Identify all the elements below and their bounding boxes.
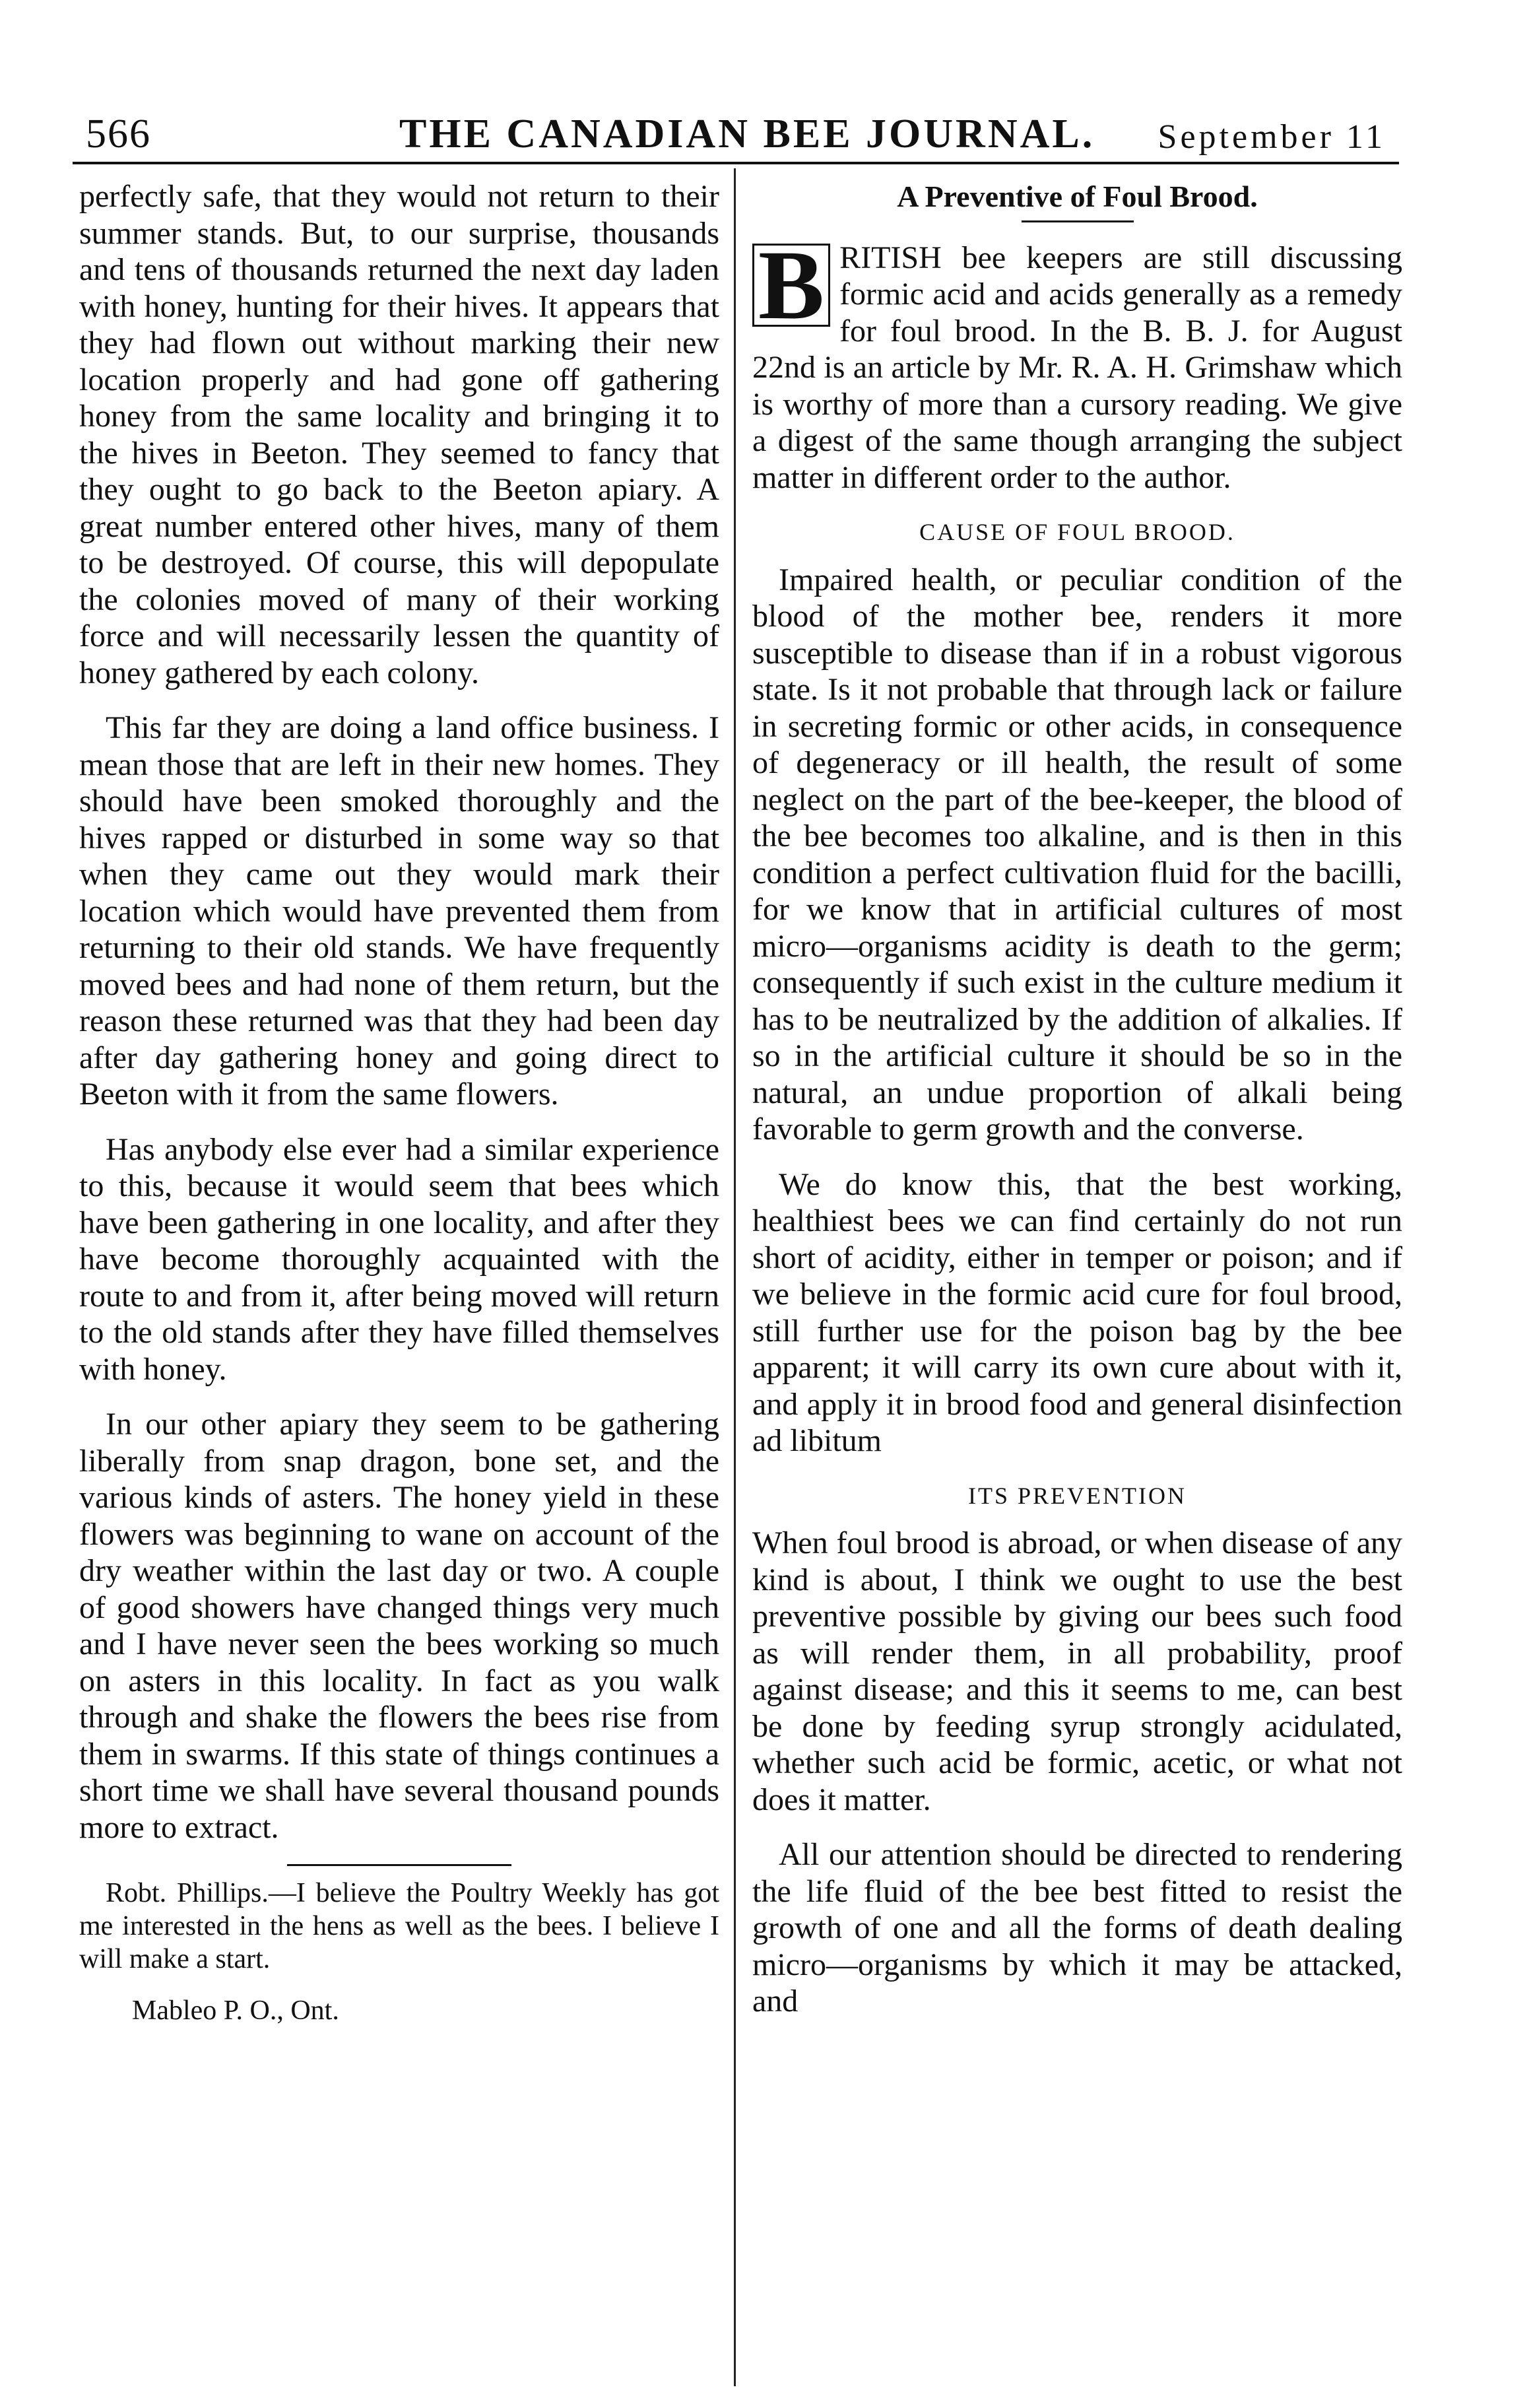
cause-paragraph-2: We do know this, that the best working, healthiest bees we can find certainly do not run short of acidity, either in temper or poison; and if we believe in the formic acid cure for foul brood, still further use for the poison bag by the bee apparent; it will carry its own cure about with it, and apply it in brood food and general disinfection ad libitum xyxy=(752,1166,1402,1458)
cause-paragraph-1: Impaired health, or peculiar condition of the blood of the mother bee, renders it more susceptible to disease than if in a robust vigorous state. Is it not probable that through lack or failure in secreting formic or other acids, in consequence of degeneracy or ill health, the result of some neglect on the part of the bee-keeper, the blood of the bee becomes too alkaline, and is then in this condition a perfect cultivation fluid for the bacilli, for we know that in artificial cultures of most micro—organisms acidity is death to the germ; consequently if such exist in the culture medium it has to be neutralized by the addition of alkalies. If so in the artificial culture it should be so in the natural, an undue proportion of alkali being favorable to germ growth and the converse. xyxy=(752,562,1402,1147)
footnote-divider xyxy=(287,1864,511,1866)
intro-text: RITISH bee keepers are still discussing formic acid and acids generally as a remedy for foul brood. In the B. B. J. for August 22nd is an article by Mr. R. A. H. Grimshaw which is worthy of more than a cursory reading. We give a digest of the same though arranging the subject matter in different order to the author. xyxy=(752,240,1402,495)
footnote-signature: Mableo P. O., Ont. xyxy=(132,1995,339,2026)
right-column xyxy=(752,178,1402,2038)
issue-date: September 11 xyxy=(1158,118,1386,156)
page-number: 566 xyxy=(86,112,151,156)
drop-cap: B xyxy=(752,244,830,327)
prevention-paragraph-2: All our attention should be directed to rendering the life fluid of the bee best fitted to resist the growth of one and all the forms of death dealing micro—organisms by which it may be attacked, and xyxy=(752,1837,1402,2019)
section-heading-cause: CAUSE OF FOUL BROOD. xyxy=(919,519,1235,545)
footnote-text: Robt. Phillips.—I believe the Poultry Weekly has got me interested in the hens as well as the bees. I believe I will make a start. xyxy=(79,1878,719,1974)
footnote xyxy=(79,1877,719,2027)
column-divider xyxy=(734,168,736,2386)
left-paragraph-3: Has anybody else ever had a similar experience to this, because it would seem that bees which have been gathering in one locality, and after they have become thoroughly acquainted with the route to and from it, after being moved will return to the old stands after they have filled themselves with honey. xyxy=(79,1131,719,1387)
section-heading-prevention: ITS PREVENTION xyxy=(968,1482,1187,1509)
prevention-paragraph-1: When foul brood is abroad, or when disease of any kind is about, I think we ought to use the best preventive possible by giving our bees such food as will render them, in all probability, proof against disease; and this it seems to me, can best be done by feeding syrup strongly acidulated, whether such acid be formic, acetic, or what not does it matter. xyxy=(752,1525,1402,1817)
article-title: A Preventive of Foul Brood. xyxy=(897,180,1258,213)
left-paragraph-1: perfectly safe, that they would not return to their summer stands. But, to our surprise, thousands and tens of thousands returned the next day laden with honey, hunting for their hives. It appears that they had flown out without marking their new location properly and had gone off gathering honey from the same locality and bringing it to the hives in Beeton. They seemed to fancy that they ought to go back to the Beeton apiary. A great number entered other hives, many of them to be destroyed. Of course, this will depopulate the colonies moved of many of their working force and will necessarily lessen the quantity of honey gathered by each colony. xyxy=(79,179,719,690)
journal-title: THE CANADIAN BEE JOURNAL. xyxy=(399,112,1095,156)
left-paragraph-4: In our other apiary they seem to be gathering liberally from snap dragon, bone set, and the various kinds of asters. The honey yield in these flowers was beginning to wane on account of the dry weather within the last day or two. A couple of good showers have changed things very much and I have never seen the bees working so much on asters in this locality. In fact as you walk through and shake the flowers the bees rise from them in swarms. If this state of things continues a short time we shall have several thousand pounds more to extract. xyxy=(79,1407,719,1845)
title-underline xyxy=(1022,220,1134,222)
left-paragraph-2: This far they are doing a land office business. I mean those that are left in their new homes. They should have been smoked thoroughly and the hives rapped or disturbed in some way so that when they came out they would mark their location which would have prevented them from returning to their old stands. We have frequently moved bees and had none of them return, but the reason these returned was that they had been day after day gathering honey and going direct to Beeton with it from the same flowers. xyxy=(79,710,719,1112)
left-column xyxy=(79,178,719,2046)
page-header xyxy=(73,99,1399,172)
intro-paragraph xyxy=(752,230,1402,496)
header-divider xyxy=(73,162,1399,164)
